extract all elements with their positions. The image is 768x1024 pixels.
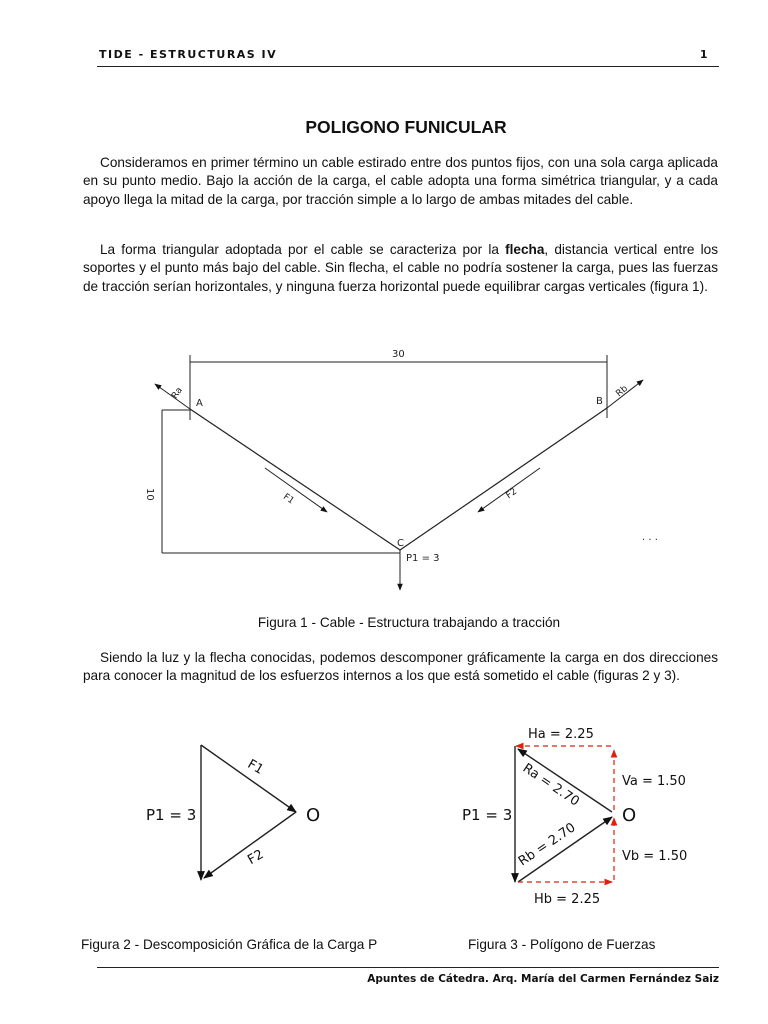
paragraph-1: Consideramos en primer término un cable estirado entre dos puntos fijos, con una sola carga aplicada en su punto medio. Bajo la acción de la carga, el cable adopta una forma simétrica triangular, y a cada apoyo llega la mitad de la carga, por tracción simple a lo largo de ambas mitades del cable. (83, 155, 718, 207)
load-label: P1 = 3 (406, 553, 440, 564)
reaction-a-label: Ra (170, 385, 185, 401)
sag-label: 10 (144, 488, 155, 501)
hb-label: Hb = 2.25 (534, 892, 601, 907)
fig2-force-1-label: F1 (244, 756, 266, 778)
svg-text:. . .: . . . (642, 532, 658, 543)
fig3-load-label: P1 = 3 (462, 806, 513, 824)
ra-label: Ra = 2.70 (519, 760, 582, 810)
force-2-label: F2 (504, 486, 520, 502)
fig2-load-label: P1 = 3 (146, 806, 197, 824)
figure-3-caption: Figura 3 - Polígono de Fuerzas (468, 937, 656, 952)
page-number: 1 (699, 48, 709, 61)
point-c-label: C (397, 538, 404, 549)
figure-2-caption: Figura 2 - Descomposición Gráfica de la Carga P (81, 937, 378, 952)
rb-label: Rb = 2.70 (515, 820, 579, 870)
force-1-label: F1 (281, 492, 296, 507)
paragraph-3: Siendo la luz y la flecha conocidas, podemos descomponer gráficamente la carga en dos direcciones para conocer la magnitud de los esfuerzos internos a los que está sometido el cable (figuras 2 y 3). (83, 650, 718, 684)
paragraph-2-after: , distancia vertical entre los soportes y el punto más bajo del cable. Sin flecha, el cable no podría sostener la carga, pues las fuerzas de tracción serían horizontales, y ninguna fuerza horizontal puede equilibrar cargas verticales (figura 1). (83, 242, 718, 294)
reaction-b-label: Rb (614, 383, 630, 400)
page-title: POLIGONO FUNICULAR (305, 117, 507, 137)
ha-label: Ha = 2.25 (528, 727, 594, 742)
header-course: TIDE - ESTRUCTURAS IV (99, 48, 278, 61)
point-b-label: B (596, 396, 603, 407)
paragraph-2-bold-term: flecha (505, 242, 545, 257)
span-label: 30 (392, 349, 405, 360)
point-a-label: A (196, 398, 203, 409)
fig2-force-2-label: F2 (245, 847, 267, 868)
fig3-pole-label: O (622, 805, 637, 826)
footer-author: Apuntes de Cátedra. Arq. María del Carmen Fernández Saiz (367, 973, 719, 985)
va-label: Va = 1.50 (622, 774, 686, 789)
vb-label: Vb = 1.50 (622, 849, 688, 864)
page-footer (97, 967, 719, 985)
figure-1-caption: Figura 1 - Cable - Estructura trabajando a tracción (257, 615, 561, 630)
paragraph-2-before: La forma triangular adoptada por el cable se caracteriza por la (100, 242, 506, 257)
fig2-pole-label: O (306, 805, 321, 826)
